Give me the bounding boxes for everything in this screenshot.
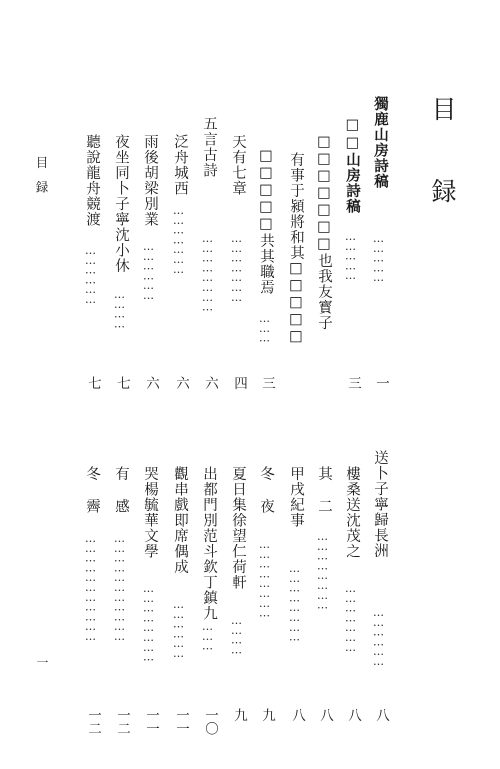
toc-page-number: 一一 <box>143 708 159 735</box>
toc-page-number: 六 <box>173 376 189 390</box>
toc-entry-title: 甲戌紀事 <box>288 466 304 528</box>
toc-entry-title: 哭楊毓華文學 <box>142 466 158 559</box>
toc-entry-title: 樓桑送沈茂之 <box>344 466 360 559</box>
toc-entry-title: 觀串戲即席偶成 <box>172 466 188 575</box>
toc-page-number: 三 <box>259 376 275 390</box>
toc-leader-dots: ………………… <box>344 582 357 651</box>
toc-leader-dots: ……………… <box>84 244 97 303</box>
toc-entry-title: 冬 霽 <box>84 466 100 514</box>
toc-entry-title: 送卜子寧歸長洲 <box>372 450 388 559</box>
toc-leader-dots: ……… <box>258 312 271 342</box>
toc-leader-dots: …………………… <box>201 232 214 311</box>
toc-leader-dots: ………………… <box>172 204 185 273</box>
toc-leader-dots: ……………… <box>172 598 185 657</box>
toc-entry-title: 有事于潁將和其□□□□□ <box>288 152 304 346</box>
toc-page-number: 一二 <box>114 708 130 735</box>
toc-leader-dots: …………………… <box>316 530 329 609</box>
toc-entry-title: 天有七章 <box>230 134 246 196</box>
toc-page-number: 一二 <box>85 708 101 735</box>
toc-page-number: 四 <box>231 376 247 390</box>
toc-page-number: 一〇 <box>202 708 218 735</box>
toc-entry-title: 其 二 <box>316 466 332 514</box>
toc-entry-title: 聽說龍舟競渡 <box>84 134 100 227</box>
toc-entry-title: 出都門別范斗欽丁鎮九 <box>201 466 217 621</box>
page-folio: 一 <box>35 656 49 668</box>
toc-page-number: 七 <box>85 376 101 390</box>
toc-page-number: 三 <box>345 376 361 390</box>
toc-page-number: 六 <box>143 376 159 390</box>
toc-leader-dots: …………………… <box>142 582 155 661</box>
toc-title: 目 録 <box>428 96 457 217</box>
toc-entry-title: 雨後胡梁別業 <box>142 134 158 227</box>
toc-page-number: 八 <box>345 708 361 722</box>
toc-leader-dots: ……… <box>201 620 214 650</box>
toc-entry-title: 獨鹿山房詩稿 <box>372 96 389 189</box>
toc-entry-title: 五言古詩 <box>201 116 217 178</box>
toc-leader-dots: …………………… <box>258 538 271 617</box>
toc-page-number: 七 <box>114 376 130 390</box>
toc-leader-dots: ………………… <box>230 232 243 301</box>
toc-entry-title: 夏日集徐望仁荷軒 <box>230 466 246 590</box>
toc-leader-dots: ………… <box>230 614 243 654</box>
toc-page-number: 八 <box>317 708 333 722</box>
toc-page-number: 六 <box>202 376 218 390</box>
toc-leader-dots: …………………… <box>288 562 301 641</box>
toc-page-number: 一一 <box>173 708 189 735</box>
toc-page-number: 八 <box>373 708 389 722</box>
toc-entry-title: □□山房詩稿 <box>344 116 361 214</box>
toc-leader-dots: …………………………… <box>113 532 126 640</box>
running-header: 目録 <box>34 156 49 205</box>
toc-leader-dots: …………………………… <box>84 532 97 640</box>
toc-leader-dots: …………… <box>372 232 385 282</box>
toc-entry-title: 泛舟城西 <box>172 134 188 196</box>
toc-leader-dots: ………… <box>113 288 126 328</box>
toc-entry-title: 冬 夜 <box>258 466 274 514</box>
toc-entry-title: 夜坐同卜子寧沈小休 <box>113 134 129 274</box>
toc-page-number: 八 <box>289 708 305 722</box>
toc-leader-dots: ……………… <box>372 606 385 665</box>
toc-entry-title: 有 感 <box>113 466 129 514</box>
toc-leader-dots: …………… <box>344 230 357 280</box>
toc-page-number: 九 <box>231 708 247 722</box>
toc-page-number: 一 <box>373 376 389 390</box>
toc-page-number: 九 <box>259 708 275 722</box>
toc-leader-dots: ……………… <box>142 240 155 299</box>
toc-entry-title: □□□□□□□也我友寳子 <box>316 134 332 331</box>
toc-entry-title: □□□□□共其職焉 <box>258 148 274 295</box>
